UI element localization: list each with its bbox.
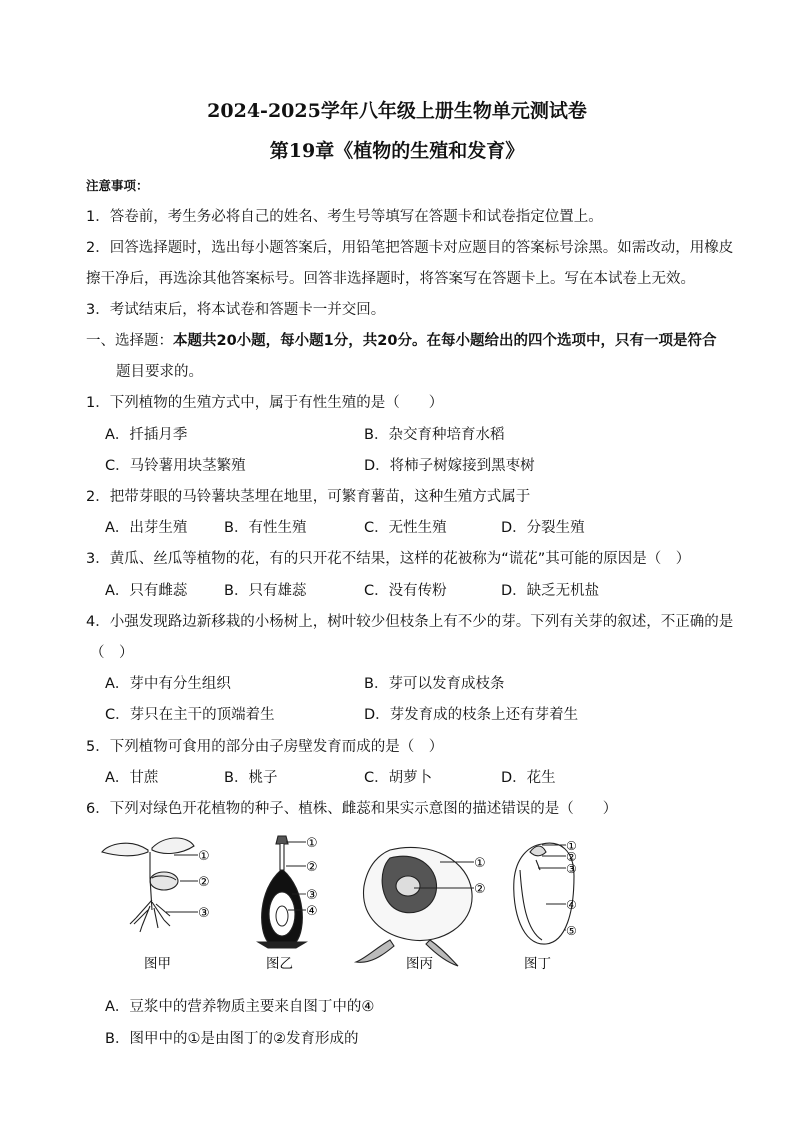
q4-option-d: D．芽发育成的枝条上还有芽着生 (364, 707, 579, 723)
exam-title: 2024-2025学年八年级上册生物单元测试卷 (207, 100, 587, 122)
q1-option-b: B．杂交育种培育水稻 (364, 427, 505, 443)
question-5-stem: 5．下列植物可食用的部分由子房壁发育而成的是（ ） (86, 739, 444, 755)
q3-option-b: B．只有雄蕊 (224, 583, 307, 599)
q3-option-a: A．只有雌蕊 (105, 583, 188, 599)
section-heading (86, 332, 716, 350)
q1-option-a: A．扦插月季 (105, 427, 188, 443)
ding-label-3: ③ (566, 862, 577, 876)
chapter-title: 第19章《植物的生殖和发育》 (269, 140, 525, 162)
jia-label-1: ① (198, 849, 210, 864)
q3-option-c: C．没有传粉 (364, 583, 447, 599)
notice-item-3: 3．考试结束后，将本试卷和答题卡一并交回。 (86, 302, 386, 318)
figure-jia-seedling (102, 838, 194, 932)
notice-heading: 注意事项： (86, 178, 149, 193)
q5-option-a: A．甘蔗 (105, 770, 159, 786)
question-1-stem: 1．下列植物的生殖方式中，属于有性生殖的是（ ） (86, 395, 444, 411)
question-6-stem: 6．下列对绿色开花植物的种子、植株、雌蕊和果实示意图的描述错误的是（ ） (86, 801, 618, 817)
q1-option-d: D．将柿子树嫁接到黑枣树 (364, 458, 535, 474)
figure-yi-pistil (258, 836, 306, 948)
q6-option-a: A．豆浆中的营养物质主要来自图丁中的④ (105, 999, 375, 1015)
yi-label-1: ① (306, 836, 318, 851)
yi-label-2: ② (306, 860, 318, 875)
q2-option-d: D．分裂生殖 (501, 520, 585, 536)
notice-item-1: 1．答卷前，考生务必将自己的姓名、考生号等填写在答题卡和试卷指定位置上。 (86, 209, 603, 225)
notice-item-2: 2．回答选择题时，选出每小题答案后，用铅笔把答题卡对应题目的答案标号涂黑。如需改动，用橡皮 (86, 240, 734, 256)
ding-label-1: ① (566, 839, 577, 853)
q2-option-b: B．有性生殖 (224, 520, 307, 536)
ding-label-2: ② (566, 850, 577, 864)
section-heading-cont: 题目要求的。 (116, 364, 203, 380)
q5-option-b: B．桃子 (224, 770, 278, 786)
question-4-stem: 4．小强发现路边新移栽的小杨树上，树叶较少但枝条上有不少的芽。下列有关芽的叙述，不正确的是 (86, 614, 734, 630)
caption-ding: 图丁 (524, 956, 551, 972)
q5-option-d: D．花生 (501, 770, 556, 786)
jia-label-2: ② (198, 875, 210, 890)
q2-option-a: A．出芽生殖 (105, 520, 188, 536)
q1-option-c: C．马铃薯用块茎繁殖 (105, 458, 246, 474)
yi-label-4: ④ (306, 904, 318, 919)
q4-option-c: C．芽只在主干的顶端着生 (105, 707, 275, 723)
caption-jia: 图甲 (144, 956, 171, 972)
q5-option-c: C．胡萝卜 (364, 770, 433, 786)
jia-label-3: ③ (198, 906, 210, 921)
figure-panel (90, 830, 610, 980)
ding-label-5: ⑤ (566, 924, 577, 938)
q6-option-b: B．图甲中的①是由图丁的②发育形成的 (105, 1031, 359, 1047)
q3-option-d: D．缺乏无机盐 (501, 583, 600, 599)
notice-item-2-cont: 擦干净后，再选涂其他答案标号。回答非选择题时，将答案写在答题卡上。写在本试卷上无效。 (86, 271, 695, 287)
q4-option-a: A．芽中有分生组织 (105, 676, 231, 692)
ding-label-4: ④ (566, 898, 577, 912)
caption-yi: 图乙 (266, 956, 293, 972)
q2-option-c: C．无性生殖 (364, 520, 447, 536)
question-2-stem: 2．把带芽眼的马铃薯块茎埋在地里，可繁育薯苗，这种生殖方式属于 (86, 489, 531, 505)
q4-option-b: B．芽可以发育成枝条 (364, 676, 505, 692)
caption-bing: 图丙 (406, 956, 433, 972)
question-3-stem: 3．黄瓜、丝瓜等植物的花，有的只开花不结果，这样的花被称为“谎花”其可能的原因是（ ） (86, 551, 691, 567)
yi-label-3: ③ (306, 888, 318, 903)
figure-ding-seed (514, 843, 574, 944)
section-prefix: 一、选择题： (86, 333, 173, 349)
question-4-stem-cont: （ ） (90, 645, 134, 661)
bing-label-2: ② (474, 882, 486, 897)
section-instructions: 本题共20小题，每小题1分，共20分。在每小题给出的四个选项中，只有一项是符合 (173, 333, 717, 349)
figure-bing-peach (356, 847, 472, 966)
bing-label-1: ① (474, 856, 486, 871)
